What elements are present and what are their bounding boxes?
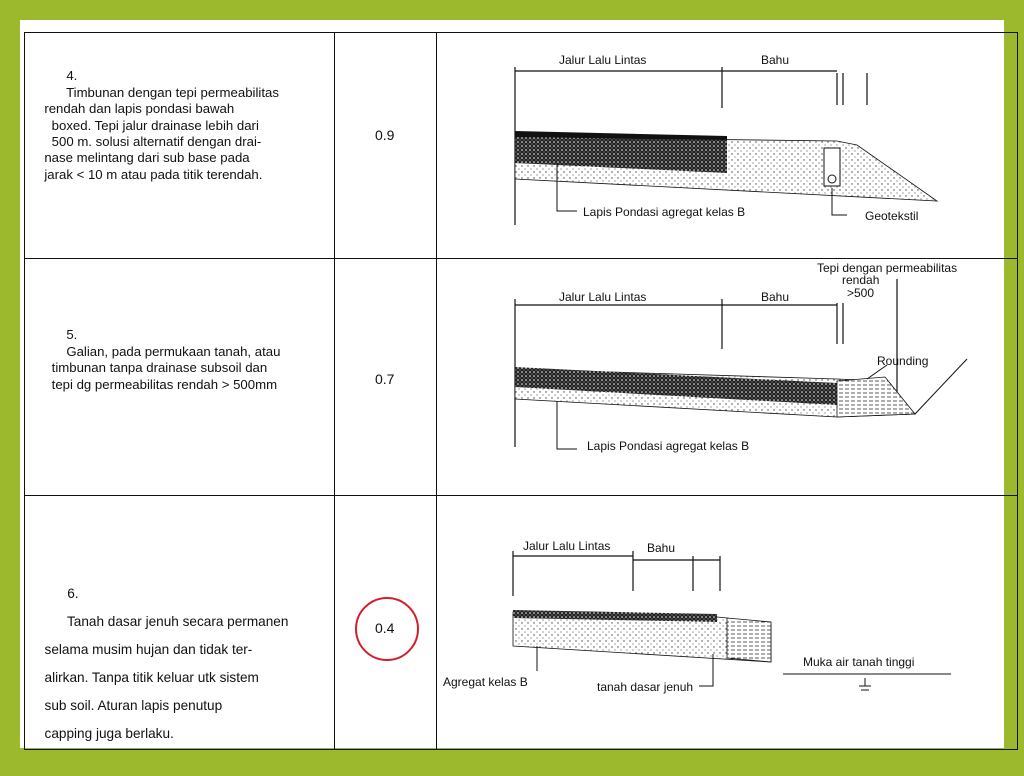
label-edge-line3: >500	[847, 286, 875, 301]
row-description: Tanah dasar jenuh secara permanen selama musim hujan dan tidak ter- alirkan. Tanpa titik keluar utk sistem sub soil. Aturan lapis penutup capping juga berlaku.	[44, 614, 289, 742]
drainage-factor: 0.9	[375, 127, 395, 143]
label-shoulder: Bahu	[647, 541, 676, 556]
road-cross-section-diagram	[437, 259, 1015, 488]
label-lane: Jalur Lalu Lintas	[559, 53, 647, 67]
label-shoulder: Bahu	[761, 53, 790, 67]
label-water-table: Muka air tanah tinggi	[803, 655, 915, 670]
label-base: Lapis Pondasi agregat kelas B	[587, 439, 750, 454]
label-aggregate: Agregat kelas B	[443, 675, 528, 690]
drainage-factor: 0.4	[375, 620, 395, 637]
road-cross-section-diagram	[437, 496, 1015, 741]
diagram-cell	[437, 33, 1018, 259]
label-base: Lapis Pondasi agregat kelas B	[583, 205, 746, 219]
description-cell	[25, 33, 335, 259]
label-shoulder: Bahu	[761, 290, 790, 305]
label-rounding: Rounding	[877, 354, 929, 369]
table-row	[25, 259, 1018, 496]
label-geotextile: Geotekstil	[865, 209, 919, 223]
description-cell	[25, 259, 335, 496]
road-cross-section-diagram	[437, 33, 1015, 251]
diagram-cell	[437, 496, 1018, 750]
table-row	[25, 33, 1018, 259]
label-lane: Jalur Lalu Lintas	[523, 539, 611, 554]
label-edge-line1: Tepi dengan permeabilitas	[817, 261, 958, 276]
table-row	[25, 496, 1018, 750]
diagram-cell	[437, 259, 1018, 496]
drainage-coefficient-table	[24, 32, 1018, 750]
row-number: 6.	[67, 586, 79, 602]
row-number: 5.	[66, 327, 78, 343]
row-number: 4.	[66, 68, 78, 84]
factor-cell	[335, 496, 437, 750]
description-cell	[25, 496, 335, 750]
row-description: Galian, pada permukaan tanah, atau timbunan tanpa drainase subsoil dan tepi dg permeabilitas rendah > 500mm	[51, 343, 281, 392]
factor-cell	[335, 33, 437, 259]
label-subgrade: tanah dasar jenuh	[597, 680, 694, 695]
row-description: Timbunan dengan tepi permeabilitas rendah dan lapis pondasi bawah boxed. Tepi jalur drainase lebih dari 500 m. solusi alternatif dengan drai- nase melintang dari sub base pada jarak < 10 m atau pada titik terendah.	[44, 84, 279, 182]
drainage-factor: 0.7	[375, 371, 395, 388]
label-edge-line2: rendah	[842, 273, 880, 288]
label-lane: Jalur Lalu Lintas	[559, 290, 647, 305]
slide	[20, 20, 1004, 748]
factor-cell	[335, 259, 437, 496]
